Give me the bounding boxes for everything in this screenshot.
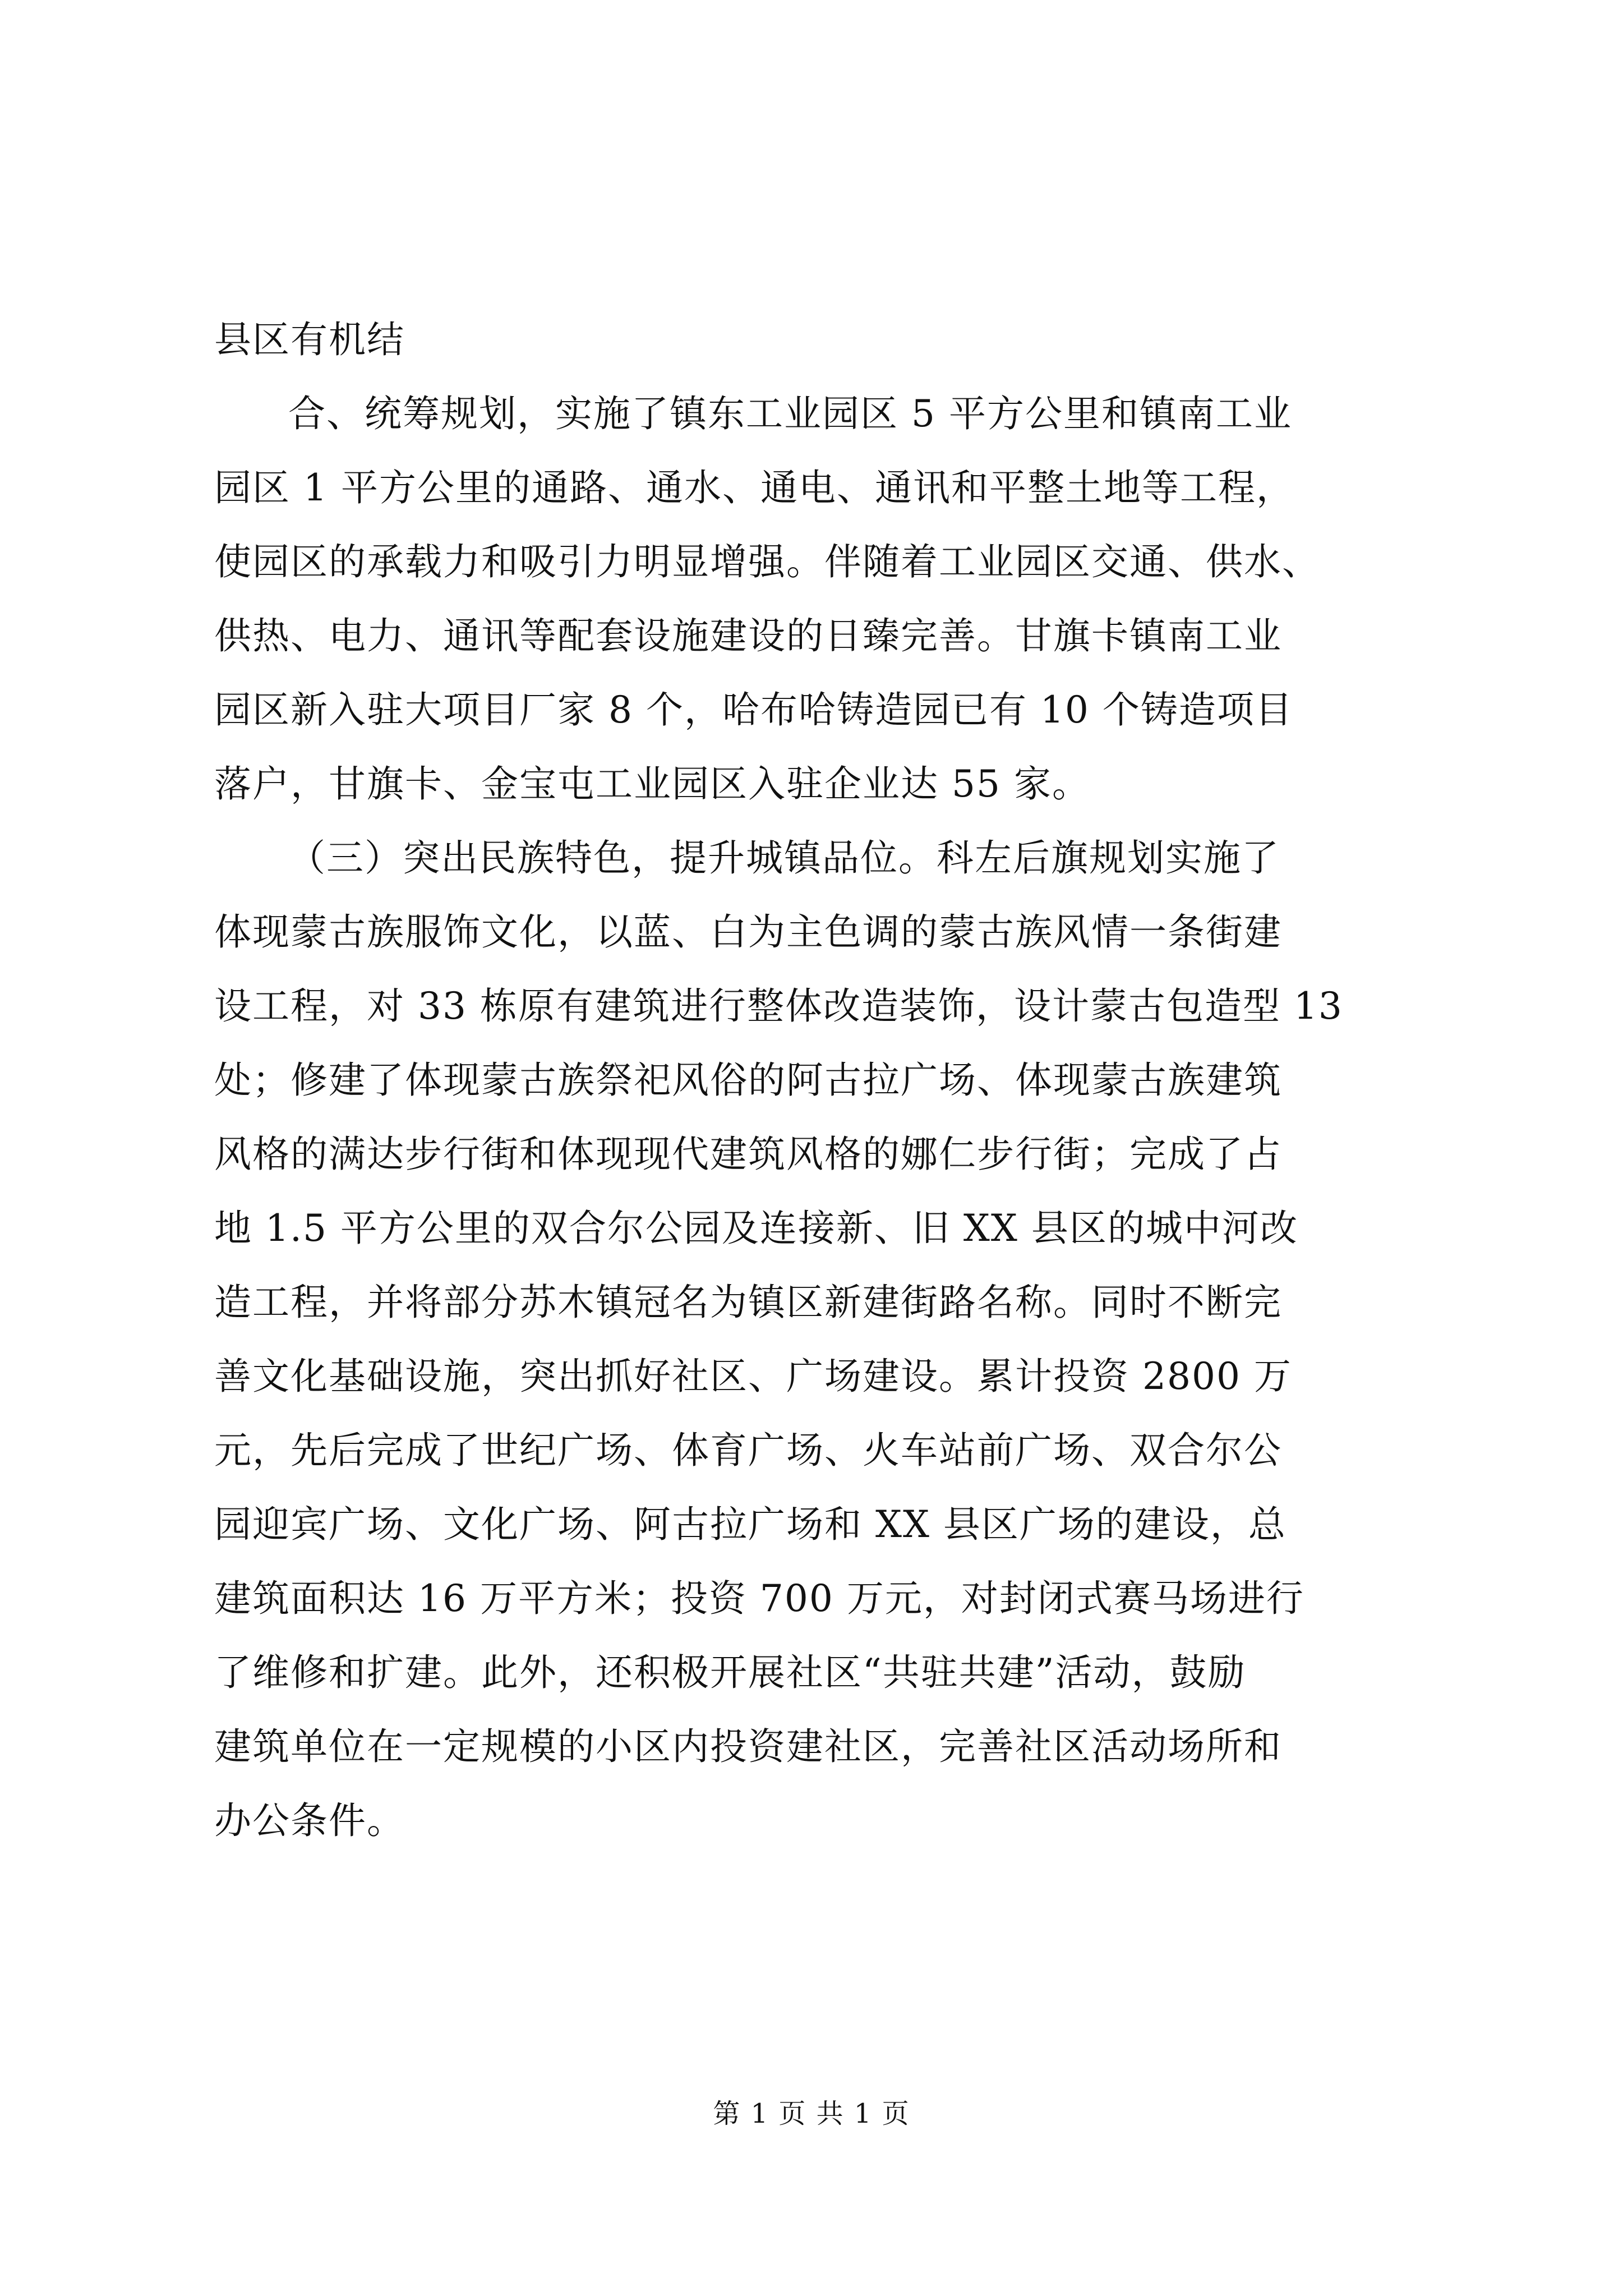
text-line: 合、统筹规划，实施了镇东工业园区 5 平方公里和镇南工业 xyxy=(288,392,1292,435)
text-line: 设工程，对 33 栋原有建筑进行整体改造装饰，设计蒙古包造型 13 xyxy=(214,984,1343,1028)
text-line: 园区新入驻大项目厂家 8 个，哈布哈铸造园已有 10 个铸造项目 xyxy=(214,688,1293,731)
text-line: 地 1.5 平方公里的双合尔公园及连接新、旧 XX 县区的城中河改 xyxy=(214,1207,1298,1250)
text-line: 县区有机结 xyxy=(214,318,405,361)
text-line: 办公条件。 xyxy=(214,1799,405,1842)
text-line: 落户，甘旗卡、金宝屯工业园区入驻企业达 55 家。 xyxy=(214,762,1090,806)
body-text xyxy=(214,303,1409,1858)
text-line: 善文化基础设施，突出抓好社区、广场建设。累计投资 2800 万 xyxy=(214,1355,1292,1398)
page-footer: 第 1 页 共 1 页 xyxy=(713,2098,910,2129)
text-line: 处；修建了体现蒙古族祭祀风俗的阿古拉广场、体现蒙古族建筑 xyxy=(214,1059,1282,1102)
text-line: 园区 1 平方公里的通路、通水、通电、通讯和平整土地等工程， xyxy=(214,466,1294,509)
text-line: （三）突出民族特色，提升城镇品位。科左后旗规划实施了 xyxy=(288,836,1280,880)
text-line: 元，先后完成了世纪广场、体育广场、火车站前广场、双合尔公 xyxy=(214,1429,1282,1472)
text-line: 建筑面积达 16 万平方米；投资 700 万元，对封闭式赛马场进行 xyxy=(214,1577,1304,1620)
text-line: 体现蒙古族服饰文化，以蓝、白为主色调的蒙古族风情一条街建 xyxy=(214,910,1282,954)
text-line: 了维修和扩建。此外，还积极开展社区“共驻共建”活动，鼓励 xyxy=(214,1651,1246,1694)
text-line: 造工程，并将部分苏木镇冠名为镇区新建街路名称。同时不断完 xyxy=(214,1281,1282,1324)
text-line: 园迎宾广场、文化广场、阿古拉广场和 XX 县区广场的建设，总 xyxy=(214,1503,1287,1546)
text-line: 使园区的承载力和吸引力明显增强。伴随着工业园区交通、供水、 xyxy=(214,540,1320,583)
text-line: 风格的满达步行街和体现现代建筑风格的娜仁步行街；完成了占 xyxy=(214,1133,1282,1176)
text-line: 建筑单位在一定规模的小区内投资建社区，完善社区活动场所和 xyxy=(214,1725,1282,1768)
text-line: 供热、电力、通讯等配套设施建设的日臻完善。甘旗卡镇南工业 xyxy=(214,614,1282,657)
